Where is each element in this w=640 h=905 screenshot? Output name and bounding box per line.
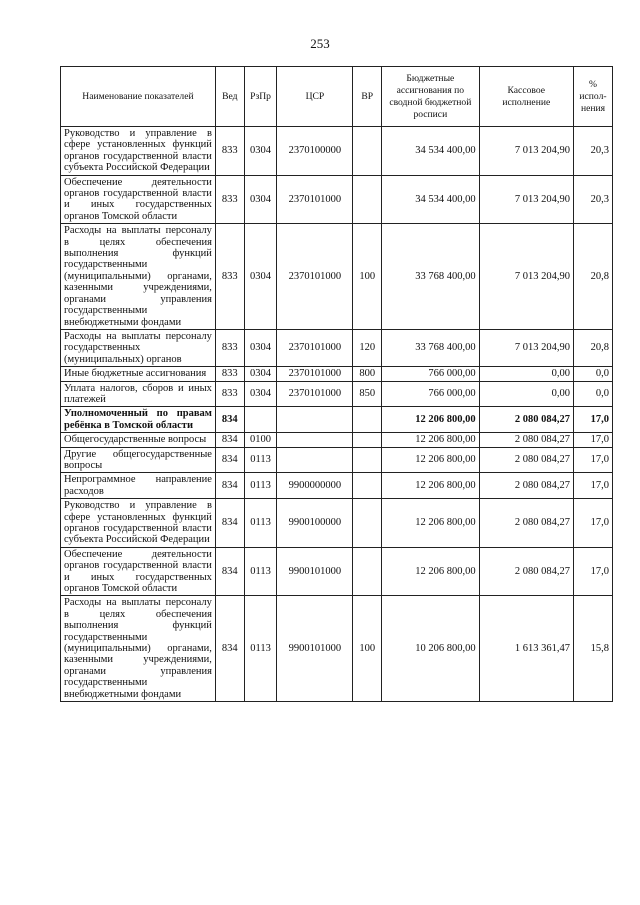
row-percent: 20,8 — [573, 329, 612, 366]
row-percent: 0,0 — [573, 381, 612, 407]
row-vr: 850 — [353, 381, 382, 407]
table-row — [61, 127, 613, 176]
header-rzpr: РзПр — [244, 67, 277, 127]
row-name: Другие общегосударственные вопросы — [61, 447, 216, 473]
row-ved: 833 — [215, 175, 244, 224]
table-row-department — [61, 407, 613, 433]
row-cash: 2 080 084,27 — [479, 433, 573, 447]
row-csr — [277, 407, 353, 433]
row-csr: 2370101000 — [277, 367, 353, 381]
row-budget: 12 206 800,00 — [382, 473, 479, 499]
row-budget: 34 534 400,00 — [382, 127, 479, 176]
row-rzpr: 0113 — [244, 447, 277, 473]
row-budget: 766 000,00 — [382, 367, 479, 381]
row-cash: 0,00 — [479, 367, 573, 381]
row-rzpr: 0113 — [244, 547, 277, 596]
row-budget: 12 206 800,00 — [382, 447, 479, 473]
row-vr — [353, 407, 382, 433]
row-csr: 2370101000 — [277, 329, 353, 366]
table-row — [61, 433, 613, 447]
page-number: 253 — [310, 36, 330, 51]
row-cash: 2 080 084,27 — [479, 547, 573, 596]
row-name: Общегосударственные вопросы — [61, 433, 216, 447]
header-cash: Кассовое исполнение — [479, 67, 573, 127]
row-percent: 17,0 — [573, 433, 612, 447]
header-name: Наименование показателей — [61, 67, 216, 127]
row-rzpr: 0113 — [244, 473, 277, 499]
row-csr: 2370101000 — [277, 381, 353, 407]
row-percent: 17,0 — [573, 547, 612, 596]
row-name: Уплата налогов, сборов и иных платежей — [61, 381, 216, 407]
row-rzpr: 0113 — [244, 499, 277, 548]
row-vr — [353, 433, 382, 447]
row-budget: 12 206 800,00 — [382, 499, 479, 548]
header-vr: ВР — [353, 67, 382, 127]
row-budget: 34 534 400,00 — [382, 175, 479, 224]
row-vr — [353, 447, 382, 473]
row-cash: 7 013 204,90 — [479, 224, 573, 330]
row-ved: 834 — [215, 547, 244, 596]
row-ved: 834 — [215, 433, 244, 447]
table-row — [61, 175, 613, 224]
row-ved: 834 — [215, 596, 244, 702]
row-rzpr: 0304 — [244, 127, 277, 176]
row-budget: 10 206 800,00 — [382, 596, 479, 702]
row-name: Руководство и управление в сфере установленных функций органов государственной власти субъекта Российской Федерации — [61, 499, 216, 548]
row-vr: 100 — [353, 224, 382, 330]
row-name: Уполномоченный по правам ребёнка в Томской области — [61, 407, 216, 433]
row-ved: 834 — [215, 447, 244, 473]
row-percent: 17,0 — [573, 407, 612, 433]
row-csr: 9900101000 — [277, 596, 353, 702]
row-ved: 833 — [215, 224, 244, 330]
row-rzpr: 0304 — [244, 367, 277, 381]
row-percent: 17,0 — [573, 473, 612, 499]
row-rzpr — [244, 407, 277, 433]
row-name: Обеспечение деятельности органов государственной власти и иных государственных органов Томской области — [61, 175, 216, 224]
row-name: Расходы на выплаты персоналу в целях обеспечения выполнения функций государственными (муниципальными) органами, казенными учреждениями, органами управления государственными внебюджетными фондами — [61, 224, 216, 330]
row-budget: 12 206 800,00 — [382, 407, 479, 433]
row-ved: 833 — [215, 127, 244, 176]
row-csr: 2370101000 — [277, 175, 353, 224]
row-csr: 9900100000 — [277, 499, 353, 548]
row-csr: 9900000000 — [277, 473, 353, 499]
table-row — [61, 224, 613, 330]
table-row — [61, 547, 613, 596]
row-cash: 2 080 084,27 — [479, 447, 573, 473]
row-vr: 800 — [353, 367, 382, 381]
row-percent: 0,0 — [573, 367, 612, 381]
row-vr — [353, 499, 382, 548]
table-row — [61, 447, 613, 473]
row-ved: 833 — [215, 381, 244, 407]
row-vr: 120 — [353, 329, 382, 366]
row-budget: 12 206 800,00 — [382, 547, 479, 596]
row-name: Иные бюджетные ассигнования — [61, 367, 216, 381]
row-cash: 2 080 084,27 — [479, 407, 573, 433]
table-header-row — [61, 67, 613, 127]
row-vr: 100 — [353, 596, 382, 702]
row-cash: 0,00 — [479, 381, 573, 407]
row-rzpr: 0304 — [244, 329, 277, 366]
table-row — [61, 381, 613, 407]
row-vr — [353, 127, 382, 176]
row-budget: 33 768 400,00 — [382, 224, 479, 330]
row-ved: 834 — [215, 407, 244, 433]
row-percent: 20,3 — [573, 127, 612, 176]
header-ved: Вед — [215, 67, 244, 127]
row-csr — [277, 433, 353, 447]
row-cash: 1 613 361,47 — [479, 596, 573, 702]
row-budget: 12 206 800,00 — [382, 433, 479, 447]
header-csr: ЦСР — [277, 67, 353, 127]
row-vr — [353, 175, 382, 224]
row-vr — [353, 547, 382, 596]
row-cash: 2 080 084,27 — [479, 473, 573, 499]
row-percent: 17,0 — [573, 447, 612, 473]
row-cash: 7 013 204,90 — [479, 175, 573, 224]
row-name: Непрограммное направление расходов — [61, 473, 216, 499]
row-csr: 2370100000 — [277, 127, 353, 176]
row-ved: 833 — [215, 367, 244, 381]
row-budget: 33 768 400,00 — [382, 329, 479, 366]
row-name: Расходы на выплаты персоналу государственных (муниципальных) органов — [61, 329, 216, 366]
row-rzpr: 0304 — [244, 224, 277, 330]
table-row — [61, 473, 613, 499]
row-name: Обеспечение деятельности органов государственной власти и иных государственных органов Томской области — [61, 547, 216, 596]
row-cash: 7 013 204,90 — [479, 127, 573, 176]
row-name: Расходы на выплаты персоналу в целях обеспечения выполнения функций государственными (муниципальными) органами, казенными учреждениями, органами управления государственными внебюджетными фондами — [61, 596, 216, 702]
table-row — [61, 499, 613, 548]
row-percent: 20,8 — [573, 224, 612, 330]
row-percent: 17,0 — [573, 499, 612, 548]
row-ved: 834 — [215, 473, 244, 499]
row-rzpr: 0304 — [244, 175, 277, 224]
row-cash: 2 080 084,27 — [479, 499, 573, 548]
row-rzpr: 0100 — [244, 433, 277, 447]
row-csr: 2370101000 — [277, 224, 353, 330]
row-percent: 15,8 — [573, 596, 612, 702]
header-percent: % испол-нения — [573, 67, 612, 127]
table-row — [61, 329, 613, 366]
header-budget: Бюджетные ассигнования по сводной бюджетной росписи — [382, 67, 479, 127]
row-name: Руководство и управление в сфере установленных функций органов государственной власти субъекта Российской Федерации — [61, 127, 216, 176]
row-percent: 20,3 — [573, 175, 612, 224]
row-rzpr: 0304 — [244, 381, 277, 407]
table-row — [61, 596, 613, 702]
row-csr — [277, 447, 353, 473]
table-row — [61, 367, 613, 381]
row-budget: 766 000,00 — [382, 381, 479, 407]
row-rzpr: 0113 — [244, 596, 277, 702]
row-vr — [353, 473, 382, 499]
row-csr: 9900101000 — [277, 547, 353, 596]
row-ved: 833 — [215, 329, 244, 366]
budget-execution-table — [60, 66, 613, 702]
row-ved: 834 — [215, 499, 244, 548]
row-cash: 7 013 204,90 — [479, 329, 573, 366]
